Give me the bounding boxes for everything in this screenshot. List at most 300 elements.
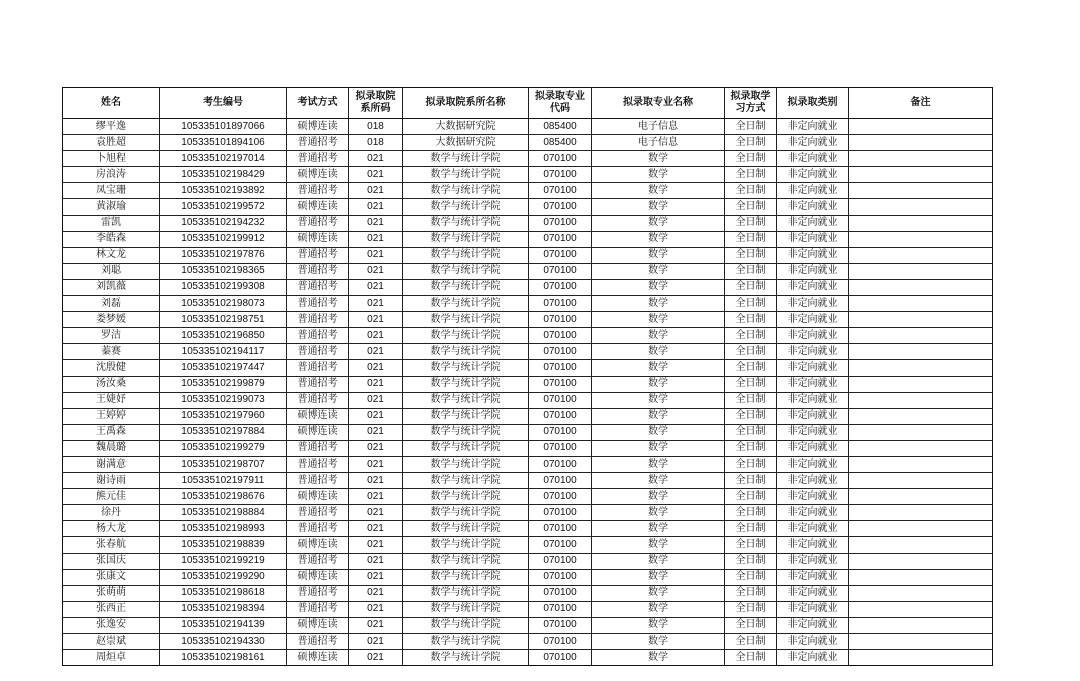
cell-major-name: 数学 [592,151,725,167]
table-row [63,119,993,135]
cell-exam-type: 硕博连读 [287,617,349,633]
cell-major-name: 数学 [592,553,725,569]
admission-table [62,87,993,666]
cell-remarks [849,601,993,617]
cell-remarks [849,505,993,521]
cell-remarks [849,585,993,601]
cell-study-mode: 全日制 [725,650,777,666]
cell-candidate-id: 105335102197911 [160,473,287,489]
cell-category: 非定向就业 [777,521,849,537]
cell-dept-code: 021 [349,634,403,650]
cell-major-name: 数学 [592,231,725,247]
table-row [63,505,993,521]
cell-dept-code: 021 [349,231,403,247]
cell-exam-type: 普通招考 [287,456,349,472]
cell-remarks [849,119,993,135]
cell-dept-code: 021 [349,263,403,279]
cell-dept-code: 021 [349,215,403,231]
cell-name: 张萌萌 [63,585,160,601]
cell-major-name: 数学 [592,473,725,489]
cell-study-mode: 全日制 [725,263,777,279]
cell-category: 非定向就业 [777,408,849,424]
table-row [63,392,993,408]
cell-study-mode: 全日制 [725,360,777,376]
cell-name: 房浪涛 [63,167,160,183]
cell-major-code: 070100 [529,456,592,472]
cell-name: 雷凯 [63,215,160,231]
table-row [63,650,993,666]
cell-category: 非定向就业 [777,569,849,585]
cell-exam-type: 硕博连读 [287,167,349,183]
cell-remarks [849,183,993,199]
cell-major-code: 070100 [529,617,592,633]
table-row [63,473,993,489]
cell-major-code: 070100 [529,344,592,360]
table-row [63,183,993,199]
table-row [63,279,993,295]
cell-dept-code: 021 [349,344,403,360]
cell-category: 非定向就业 [777,473,849,489]
table-row [63,167,993,183]
cell-dept-name: 数学与统计学院 [403,296,529,312]
cell-category: 非定向就业 [777,151,849,167]
header-candidate-id: 考生编号 [160,88,287,119]
cell-name: 刘磊 [63,296,160,312]
cell-remarks [849,521,993,537]
cell-dept-name: 数学与统计学院 [403,376,529,392]
cell-remarks [849,263,993,279]
cell-name: 王婷婷 [63,408,160,424]
cell-major-code: 070100 [529,408,592,424]
cell-remarks [849,489,993,505]
table-row [63,489,993,505]
cell-name: 谢诗雨 [63,473,160,489]
cell-candidate-id: 105335101897066 [160,119,287,135]
cell-name: 张春航 [63,537,160,553]
cell-dept-name: 数学与统计学院 [403,328,529,344]
cell-major-name: 数学 [592,569,725,585]
cell-candidate-id: 105335102197014 [160,151,287,167]
cell-exam-type: 普通招考 [287,505,349,521]
cell-dept-name: 数学与统计学院 [403,424,529,440]
cell-study-mode: 全日制 [725,119,777,135]
cell-candidate-id: 105335102198618 [160,585,287,601]
header-name: 姓名 [63,88,160,119]
cell-study-mode: 全日制 [725,424,777,440]
cell-remarks [849,473,993,489]
cell-study-mode: 全日制 [725,231,777,247]
header-dept-code: 拟录取院 系所码 [349,88,403,119]
table-row [63,569,993,585]
cell-remarks [849,231,993,247]
cell-dept-name: 数学与统计学院 [403,215,529,231]
cell-remarks [849,135,993,151]
cell-dept-name: 数学与统计学院 [403,183,529,199]
cell-exam-type: 硕博连读 [287,119,349,135]
cell-major-name: 数学 [592,408,725,424]
cell-dept-code: 021 [349,505,403,521]
cell-major-code: 070100 [529,569,592,585]
cell-name: 谢满意 [63,456,160,472]
cell-candidate-id: 105335102199219 [160,553,287,569]
cell-candidate-id: 105335102199073 [160,392,287,408]
cell-candidate-id: 105335102197960 [160,408,287,424]
cell-major-code: 070100 [529,263,592,279]
header-remarks: 备注 [849,88,993,119]
cell-dept-code: 021 [349,440,403,456]
cell-category: 非定向就业 [777,247,849,263]
cell-study-mode: 全日制 [725,199,777,215]
cell-name: 李皓森 [63,231,160,247]
cell-name: 蓁赛 [63,344,160,360]
cell-major-name: 数学 [592,360,725,376]
cell-dept-code: 021 [349,601,403,617]
cell-remarks [849,328,993,344]
cell-major-name: 数学 [592,199,725,215]
cell-dept-code: 021 [349,473,403,489]
table-row [63,553,993,569]
cell-category: 非定向就业 [777,617,849,633]
cell-study-mode: 全日制 [725,392,777,408]
cell-name: 赵崇斌 [63,634,160,650]
cell-exam-type: 普通招考 [287,585,349,601]
cell-dept-name: 数学与统计学院 [403,601,529,617]
cell-category: 非定向就业 [777,634,849,650]
cell-exam-type: 硕博连读 [287,537,349,553]
table-row [63,328,993,344]
cell-category: 非定向就业 [777,263,849,279]
cell-dept-name: 数学与统计学院 [403,199,529,215]
cell-name: 王婕妤 [63,392,160,408]
cell-exam-type: 硕博连读 [287,199,349,215]
table-row [63,408,993,424]
cell-major-code: 070100 [529,312,592,328]
cell-dept-code: 021 [349,537,403,553]
cell-exam-type: 硕博连读 [287,489,349,505]
cell-study-mode: 全日制 [725,151,777,167]
cell-remarks [849,360,993,376]
cell-dept-name: 数学与统计学院 [403,521,529,537]
cell-candidate-id: 105335102196850 [160,328,287,344]
cell-candidate-id: 105335102198839 [160,537,287,553]
cell-category: 非定向就业 [777,344,849,360]
cell-exam-type: 普通招考 [287,344,349,360]
cell-major-code: 070100 [529,650,592,666]
cell-dept-code: 021 [349,553,403,569]
cell-candidate-id: 105335102198993 [160,521,287,537]
cell-dept-name: 数学与统计学院 [403,279,529,295]
cell-candidate-id: 105335102194139 [160,617,287,633]
cell-remarks [849,440,993,456]
cell-major-name: 数学 [592,650,725,666]
cell-category: 非定向就业 [777,456,849,472]
cell-exam-type: 普通招考 [287,553,349,569]
table-row [63,231,993,247]
cell-dept-code: 018 [349,119,403,135]
cell-major-name: 数学 [592,328,725,344]
cell-major-name: 数学 [592,585,725,601]
cell-remarks [849,247,993,263]
cell-category: 非定向就业 [777,135,849,151]
cell-major-code: 070100 [529,151,592,167]
table-header-row [63,88,993,119]
cell-major-code: 070100 [529,328,592,344]
cell-major-name: 数学 [592,617,725,633]
cell-remarks [849,344,993,360]
cell-dept-name: 数学与统计学院 [403,650,529,666]
cell-major-code: 085400 [529,135,592,151]
cell-exam-type: 硕博连读 [287,408,349,424]
cell-remarks [849,312,993,328]
cell-remarks [849,199,993,215]
cell-exam-type: 普通招考 [287,473,349,489]
cell-study-mode: 全日制 [725,585,777,601]
cell-name: 刘聪 [63,263,160,279]
table-row [63,151,993,167]
cell-study-mode: 全日制 [725,312,777,328]
cell-remarks [849,376,993,392]
cell-category: 非定向就业 [777,424,849,440]
cell-dept-code: 021 [349,312,403,328]
cell-major-name: 数学 [592,344,725,360]
table-row [63,360,993,376]
cell-category: 非定向就业 [777,183,849,199]
table-row [63,263,993,279]
cell-dept-name: 数学与统计学院 [403,167,529,183]
cell-dept-name: 大数据研究院 [403,119,529,135]
cell-remarks [849,617,993,633]
cell-name: 卜旭程 [63,151,160,167]
cell-dept-name: 数学与统计学院 [403,617,529,633]
cell-major-name: 电子信息 [592,135,725,151]
cell-category: 非定向就业 [777,489,849,505]
cell-major-code: 070100 [529,440,592,456]
table-row [63,440,993,456]
cell-major-code: 070100 [529,585,592,601]
cell-dept-name: 数学与统计学院 [403,489,529,505]
cell-dept-name: 数学与统计学院 [403,408,529,424]
cell-study-mode: 全日制 [725,456,777,472]
cell-candidate-id: 105335102199879 [160,376,287,392]
header-study-mode: 拟录取学 习方式 [725,88,777,119]
cell-exam-type: 普通招考 [287,392,349,408]
table-row [63,424,993,440]
cell-dept-code: 021 [349,489,403,505]
cell-candidate-id: 105335102194232 [160,215,287,231]
cell-study-mode: 全日制 [725,489,777,505]
cell-study-mode: 全日制 [725,215,777,231]
cell-study-mode: 全日制 [725,279,777,295]
cell-major-code: 070100 [529,215,592,231]
cell-dept-name: 数学与统计学院 [403,456,529,472]
cell-category: 非定向就业 [777,360,849,376]
cell-major-code: 070100 [529,199,592,215]
cell-study-mode: 全日制 [725,135,777,151]
cell-exam-type: 普通招考 [287,601,349,617]
cell-name: 沈殷健 [63,360,160,376]
cell-candidate-id: 105335102199912 [160,231,287,247]
table-row [63,296,993,312]
cell-dept-name: 数学与统计学院 [403,537,529,553]
cell-study-mode: 全日制 [725,296,777,312]
cell-remarks [849,424,993,440]
cell-name: 张康文 [63,569,160,585]
table-row [63,456,993,472]
cell-exam-type: 普通招考 [287,521,349,537]
table-body [63,119,993,666]
cell-name: 刘凯薇 [63,279,160,295]
cell-dept-name: 数学与统计学院 [403,569,529,585]
cell-study-mode: 全日制 [725,376,777,392]
table-row [63,135,993,151]
table-row [63,585,993,601]
cell-study-mode: 全日制 [725,473,777,489]
cell-category: 非定向就业 [777,312,849,328]
cell-dept-code: 021 [349,617,403,633]
cell-category: 非定向就业 [777,167,849,183]
cell-exam-type: 普通招考 [287,440,349,456]
cell-exam-type: 硕博连读 [287,569,349,585]
cell-exam-type: 普通招考 [287,296,349,312]
cell-study-mode: 全日制 [725,247,777,263]
cell-major-name: 数学 [592,537,725,553]
cell-major-code: 070100 [529,247,592,263]
cell-remarks [849,392,993,408]
table-row [63,617,993,633]
cell-dept-code: 021 [349,569,403,585]
cell-category: 非定向就业 [777,215,849,231]
cell-dept-code: 021 [349,167,403,183]
table-row [63,215,993,231]
cell-remarks [849,279,993,295]
cell-study-mode: 全日制 [725,634,777,650]
cell-study-mode: 全日制 [725,183,777,199]
cell-name: 凤宝珊 [63,183,160,199]
cell-study-mode: 全日制 [725,521,777,537]
cell-study-mode: 全日制 [725,617,777,633]
cell-dept-code: 021 [349,328,403,344]
cell-category: 非定向就业 [777,199,849,215]
cell-candidate-id: 105335102197876 [160,247,287,263]
cell-dept-code: 021 [349,424,403,440]
header-major-code: 拟录取专业 代码 [529,88,592,119]
cell-dept-code: 021 [349,296,403,312]
cell-dept-name: 数学与统计学院 [403,553,529,569]
cell-candidate-id: 105335102197447 [160,360,287,376]
cell-exam-type: 普通招考 [287,279,349,295]
cell-major-code: 070100 [529,424,592,440]
cell-major-code: 070100 [529,279,592,295]
cell-exam-type: 硕博连读 [287,424,349,440]
cell-name: 王禹森 [63,424,160,440]
cell-dept-name: 数学与统计学院 [403,360,529,376]
cell-candidate-id: 105335102199279 [160,440,287,456]
cell-exam-type: 普通招考 [287,312,349,328]
cell-candidate-id: 105335102199290 [160,569,287,585]
table-row [63,312,993,328]
cell-major-code: 085400 [529,119,592,135]
cell-name: 张国庆 [63,553,160,569]
cell-candidate-id: 105335102198429 [160,167,287,183]
cell-major-code: 070100 [529,634,592,650]
cell-major-code: 070100 [529,489,592,505]
cell-study-mode: 全日制 [725,408,777,424]
cell-major-name: 数学 [592,634,725,650]
table-row [63,601,993,617]
cell-major-name: 数学 [592,263,725,279]
cell-candidate-id: 105335102198884 [160,505,287,521]
cell-name: 熊元佳 [63,489,160,505]
cell-study-mode: 全日制 [725,167,777,183]
table-row [63,537,993,553]
cell-category: 非定向就业 [777,650,849,666]
cell-major-name: 数学 [592,279,725,295]
cell-exam-type: 普通招考 [287,328,349,344]
table-row [63,634,993,650]
cell-study-mode: 全日制 [725,569,777,585]
cell-name: 徐丹 [63,505,160,521]
cell-major-code: 070100 [529,392,592,408]
cell-exam-type: 普通招考 [287,151,349,167]
cell-major-name: 数学 [592,215,725,231]
cell-dept-name: 数学与统计学院 [403,505,529,521]
cell-name: 袁胜超 [63,135,160,151]
cell-dept-code: 021 [349,521,403,537]
cell-major-name: 数学 [592,505,725,521]
cell-major-code: 070100 [529,521,592,537]
cell-study-mode: 全日制 [725,440,777,456]
cell-dept-name: 数学与统计学院 [403,585,529,601]
cell-study-mode: 全日制 [725,537,777,553]
cell-candidate-id: 105335102199572 [160,199,287,215]
cell-remarks [849,215,993,231]
cell-exam-type: 普通招考 [287,135,349,151]
table-row [63,344,993,360]
cell-candidate-id: 105335102194330 [160,634,287,650]
cell-remarks [849,569,993,585]
cell-exam-type: 普通招考 [287,263,349,279]
cell-candidate-id: 105335102198676 [160,489,287,505]
cell-category: 非定向就业 [777,440,849,456]
cell-study-mode: 全日制 [725,601,777,617]
cell-dept-code: 021 [349,247,403,263]
cell-candidate-id: 105335102198394 [160,601,287,617]
cell-dept-name: 数学与统计学院 [403,440,529,456]
header-major-name: 拟录取专业名称 [592,88,725,119]
cell-major-name: 数学 [592,183,725,199]
cell-category: 非定向就业 [777,279,849,295]
cell-candidate-id: 105335102197884 [160,424,287,440]
cell-category: 非定向就业 [777,296,849,312]
cell-name: 林文龙 [63,247,160,263]
cell-dept-code: 021 [349,408,403,424]
cell-remarks [849,650,993,666]
table-row [63,376,993,392]
cell-remarks [849,151,993,167]
cell-major-name: 数学 [592,167,725,183]
cell-study-mode: 全日制 [725,505,777,521]
cell-dept-name: 数学与统计学院 [403,312,529,328]
cell-major-name: 数学 [592,296,725,312]
cell-dept-name: 数学与统计学院 [403,392,529,408]
cell-category: 非定向就业 [777,553,849,569]
cell-major-code: 070100 [529,553,592,569]
cell-exam-type: 普通招考 [287,247,349,263]
cell-name: 周烜卓 [63,650,160,666]
cell-major-code: 070100 [529,601,592,617]
cell-candidate-id: 105335102198073 [160,296,287,312]
cell-remarks [849,634,993,650]
